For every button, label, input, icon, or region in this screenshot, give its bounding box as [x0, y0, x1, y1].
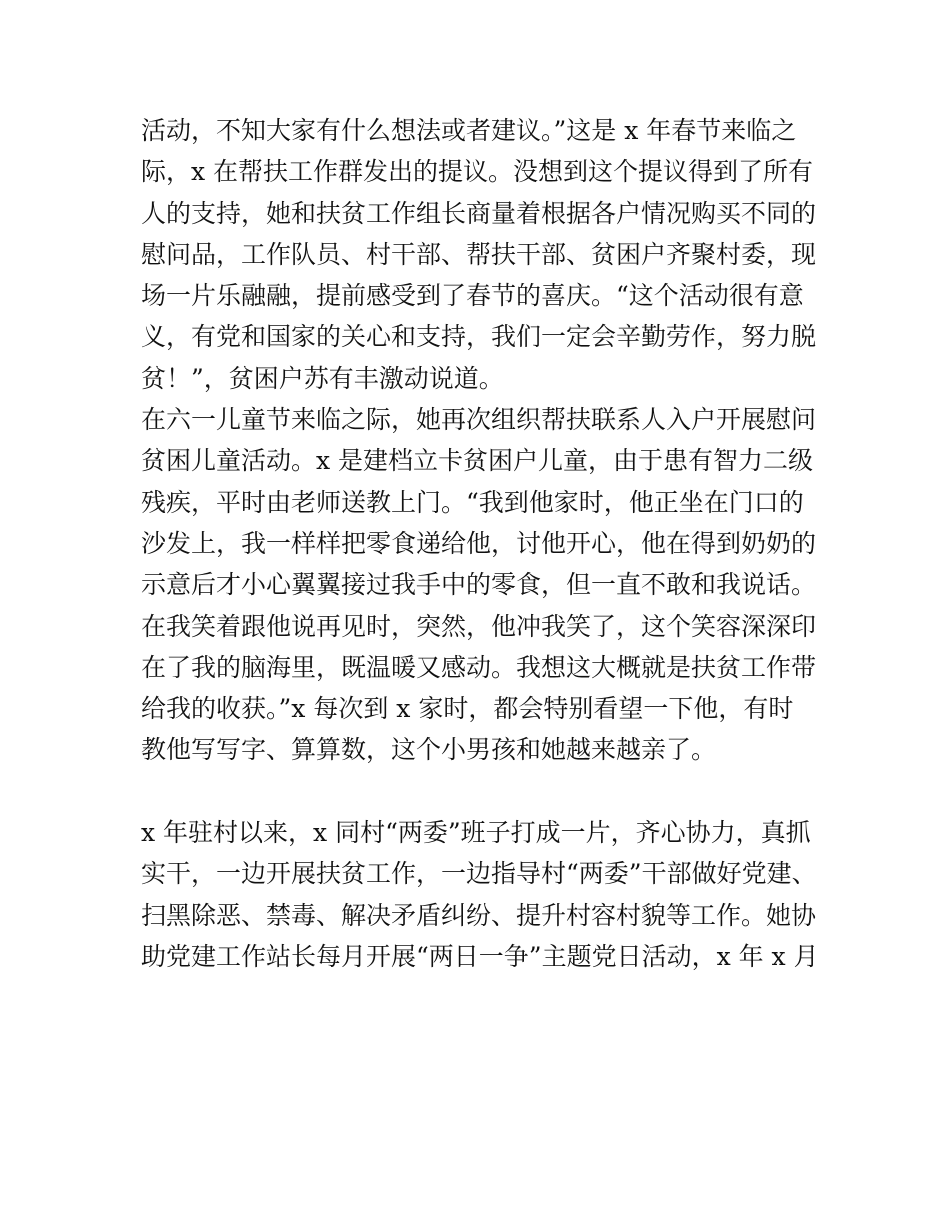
- text-line: 实干，一边开展扶贫工作，一边指导村“两委”干部做好党建、: [141, 859, 817, 889]
- text-line: 在六一儿童节来临之际，她再次组织帮扶联系人入户开展慰问: [141, 405, 817, 435]
- text-line: 残疾，平时由老师送教上门。“我到他家时，他正坐在门口的: [141, 487, 804, 517]
- text-line: 在我笑着跟他说再见时，突然，他冲我笑了，这个笑容深深印: [141, 611, 817, 641]
- paragraph-village-work: [141, 812, 819, 977]
- text-line: 贫困儿童活动。x 是建档立卡贫困户儿童，由于患有智力二级: [141, 446, 814, 476]
- paragraph-spring-festival: [141, 110, 816, 399]
- text-line: 贫！”，贫困户苏有丰激动说道。: [141, 363, 504, 393]
- document-body: [141, 110, 819, 977]
- text-line: x 年驻村以来，x 同村“两委”班子打成一片，齐心协力，真抓: [141, 818, 811, 848]
- paragraph-childrens-day: [141, 399, 816, 812]
- text-line: 助党建工作站长每月开展“两日一争”主题党日活动，x 年 x 月: [141, 941, 819, 971]
- text-line: 示意后才小心翼翼接过我手中的零食，但一直不敢和我说话。: [141, 570, 817, 600]
- text-line: 慰问品，工作队员、村干部、帮扶干部、贫困户齐聚村委，现: [141, 239, 817, 269]
- text-line: 人的支持，她和扶贫工作组长商量着根据各户情况购买不同的: [141, 198, 817, 228]
- text-line: 义，有党和国家的关心和支持，我们一定会辛勤劳作，努力脱: [141, 322, 817, 352]
- text-line: 扫黑除恶、禁毒、解决矛盾纠纷、提升村容村貌等工作。她协: [141, 900, 817, 930]
- text-line: 沙发上，我一样样把零食递给他，讨他开心，他在得到奶奶的: [141, 528, 817, 558]
- text-line: [141, 771, 816, 812]
- text-line: 在了我的脑海里，既温暖又感动。我想这大概就是扶贫工作带: [141, 652, 817, 682]
- text-line: 教他写写字、算算数，这个小男孩和她越来越亲了。: [141, 735, 717, 765]
- text-line: 场一片乐融融，提前感受到了春节的喜庆。“这个活动很有意: [141, 281, 804, 311]
- text-line: 活动，不知大家有什么想法或者建议。”这是 x 年春节来临之: [141, 116, 797, 145]
- text-line: 给我的收获。”x 每次到 x 家时，都会特别看望一下他，有时: [141, 694, 794, 724]
- text-line: 际，x 在帮扶工作群发出的提议。没想到这个提议得到了所有: [141, 157, 814, 187]
